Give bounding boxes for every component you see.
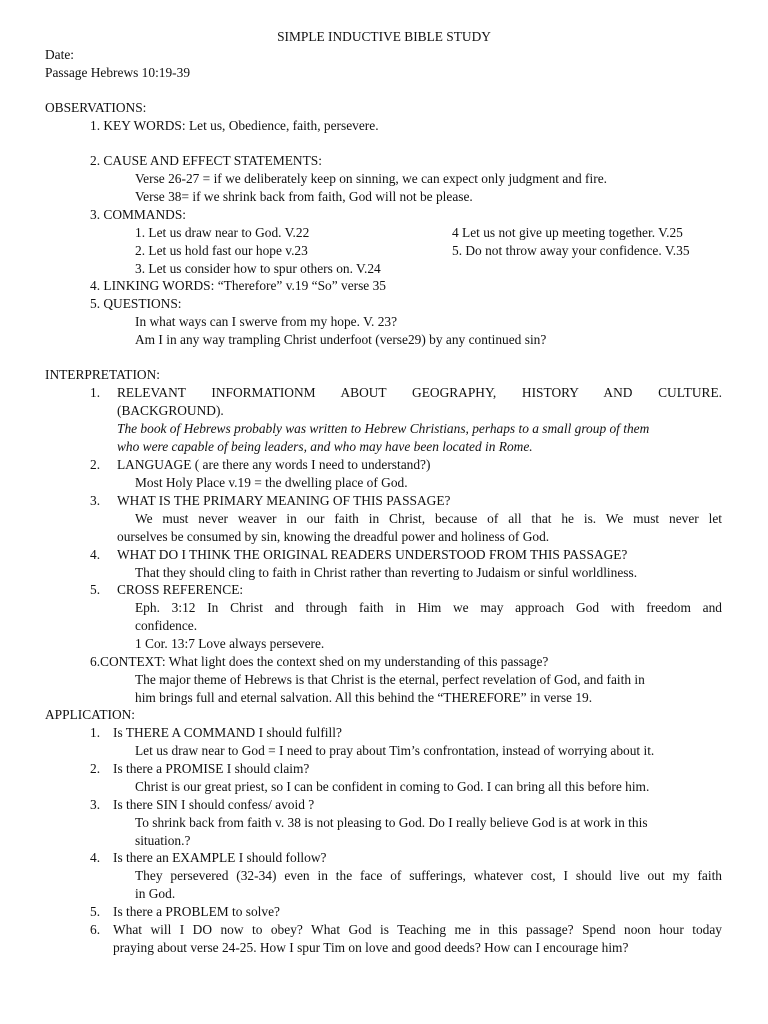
interpretation-heading: INTERPRETATION:: [45, 367, 160, 382]
interpretation-text-line: him brings full and eternal salvation. All this behind the “THEREFORE” in verse 19.: [135, 690, 593, 705]
background-text-line: who were capable of being leaders, and who may have been located in Rome.: [117, 439, 533, 454]
item-number: 1.: [90, 725, 101, 740]
application-answer-line: Let us draw near to God = I need to pray about Tim’s confrontation, instead of worrying about it.: [135, 743, 655, 758]
item-number: 5.: [90, 582, 101, 597]
interpretation-item-heading: 6.CONTEXT: What light does the context shed on my understanding of this passage?: [90, 654, 549, 669]
observations-heading: OBSERVATIONS:: [45, 100, 147, 115]
interpretation-text-line: We must never weaver in our faith in Christ, because of all that he is. We must never let: [135, 511, 722, 526]
item-number: 4.: [90, 850, 101, 865]
interpretation-item-heading: WHAT DO I THINK THE ORIGINAL READERS UNDERSTOOD FROM THIS PASSAGE?: [117, 547, 628, 562]
application-answer-line: Christ is our great priest, so I can be confident in coming to God. I can bring all this before him.: [135, 779, 650, 794]
question-line: In what ways can I swerve from my hope. V. 23?: [135, 314, 398, 329]
application-question: What will I DO now to obey? What God is Teaching me in this passage? Spend noon hour today: [113, 922, 722, 937]
application-question: Is there a PROBLEM to solve?: [113, 904, 280, 919]
interpretation-text-line: 1 Cor. 13:7 Love always persevere.: [135, 636, 325, 651]
interpretation-text-line: Most Holy Place v.19 = the dwelling place of God.: [135, 475, 408, 490]
interpretation-item-heading: CROSS REFERENCE:: [117, 582, 244, 597]
interpretation-item-heading-cont: (BACKGROUND).: [117, 403, 224, 418]
application-question: Is there SIN I should confess/ avoid ?: [113, 797, 315, 812]
item-number: 3.: [90, 797, 101, 812]
application-question: Is THERE A COMMAND I should fulfill?: [113, 725, 342, 740]
question-line: Am I in any way trampling Christ underfoot (verse29) by any continued sin?: [135, 332, 547, 347]
application-question: Is there a PROMISE I should claim?: [113, 761, 310, 776]
interpretation-text-line: Eph. 3:12 In Christ and through faith in Him we may approach God with freedom and: [135, 600, 722, 615]
command-item: 2. Let us hold fast our hope v.23: [135, 243, 308, 258]
date-label: Date:: [45, 47, 74, 62]
interpretation-text-line: The major theme of Hebrews is that Christ is the eternal, perfect revelation of God, and faith in: [135, 672, 645, 687]
application-answer-line: To shrink back from faith v. 38 is not pleasing to God. Do I really believe God is at work in this: [135, 815, 648, 830]
passage-reference: Passage Hebrews 10:19-39: [45, 65, 191, 80]
application-answer-line: situation.?: [135, 833, 191, 848]
application-question: Is there an EXAMPLE I should follow?: [113, 850, 327, 865]
application-heading: APPLICATION:: [45, 707, 136, 722]
commands-heading: 3. COMMANDS:: [90, 207, 186, 222]
linking-words-line: 4. LINKING WORDS: “Therefore” v.19 “So” verse 35: [90, 278, 386, 293]
interpretation-text-line: confidence.: [135, 618, 198, 633]
interpretation-item-heading: WHAT IS THE PRIMARY MEANING OF THIS PASSAGE?: [117, 493, 451, 508]
command-item: 5. Do not throw away your confidence. V.35: [452, 243, 690, 258]
command-item: 3. Let us consider how to spur others on. V.24: [135, 261, 381, 276]
application-answer-line: in God.: [135, 886, 176, 901]
command-item: 1. Let us draw near to God. V.22: [135, 225, 310, 240]
questions-heading: 5. QUESTIONS:: [90, 296, 182, 311]
key-words-line: 1. KEY WORDS: Let us, Obedience, faith, persevere.: [90, 118, 379, 133]
application-answer-line: They persevered (32-34) even in the face of sufferings, whatever cost, I should live out my faith: [135, 868, 722, 883]
cause-effect-line: Verse 26-27 = if we deliberately keep on sinning, we can expect only judgment and fire.: [135, 171, 607, 186]
application-answer-line: praying about verse 24-25. How I spur Tim on love and good deeds? How can I encourage him?: [113, 940, 629, 955]
item-number: 5.: [90, 904, 101, 919]
item-number: 6.: [90, 922, 101, 937]
cause-effect-heading: 2. CAUSE AND EFFECT STATEMENTS:: [90, 153, 322, 168]
item-number: 3.: [90, 493, 101, 508]
item-number: 2.: [90, 761, 101, 776]
cause-effect-line: Verse 38= if we shrink back from faith, God will not be please.: [135, 189, 473, 204]
item-number: 2.: [90, 457, 101, 472]
item-number: 1.: [90, 385, 101, 400]
background-text-line: The book of Hebrews probably was written to Hebrew Christians, perhaps to a small group of them: [117, 421, 650, 436]
command-item: 4 Let us not give up meeting together. V.25: [452, 225, 683, 240]
interpretation-text-line: ourselves be consumed by sin, knowing the dreadful power and holiness of God.: [117, 529, 550, 544]
document-title: SIMPLE INDUCTIVE BIBLE STUDY: [277, 29, 491, 44]
interpretation-item-heading: RELEVANT INFORMATIONM ABOUT GEOGRAPHY, HISTORY AND CULTURE.: [117, 385, 722, 400]
interpretation-text-line: That they should cling to faith in Christ rather than reverting to Judaism or sinful worldliness.: [135, 565, 638, 580]
item-number: 4.: [90, 547, 101, 562]
interpretation-item-heading: LANGUAGE ( are there any words I need to understand?): [117, 457, 431, 472]
